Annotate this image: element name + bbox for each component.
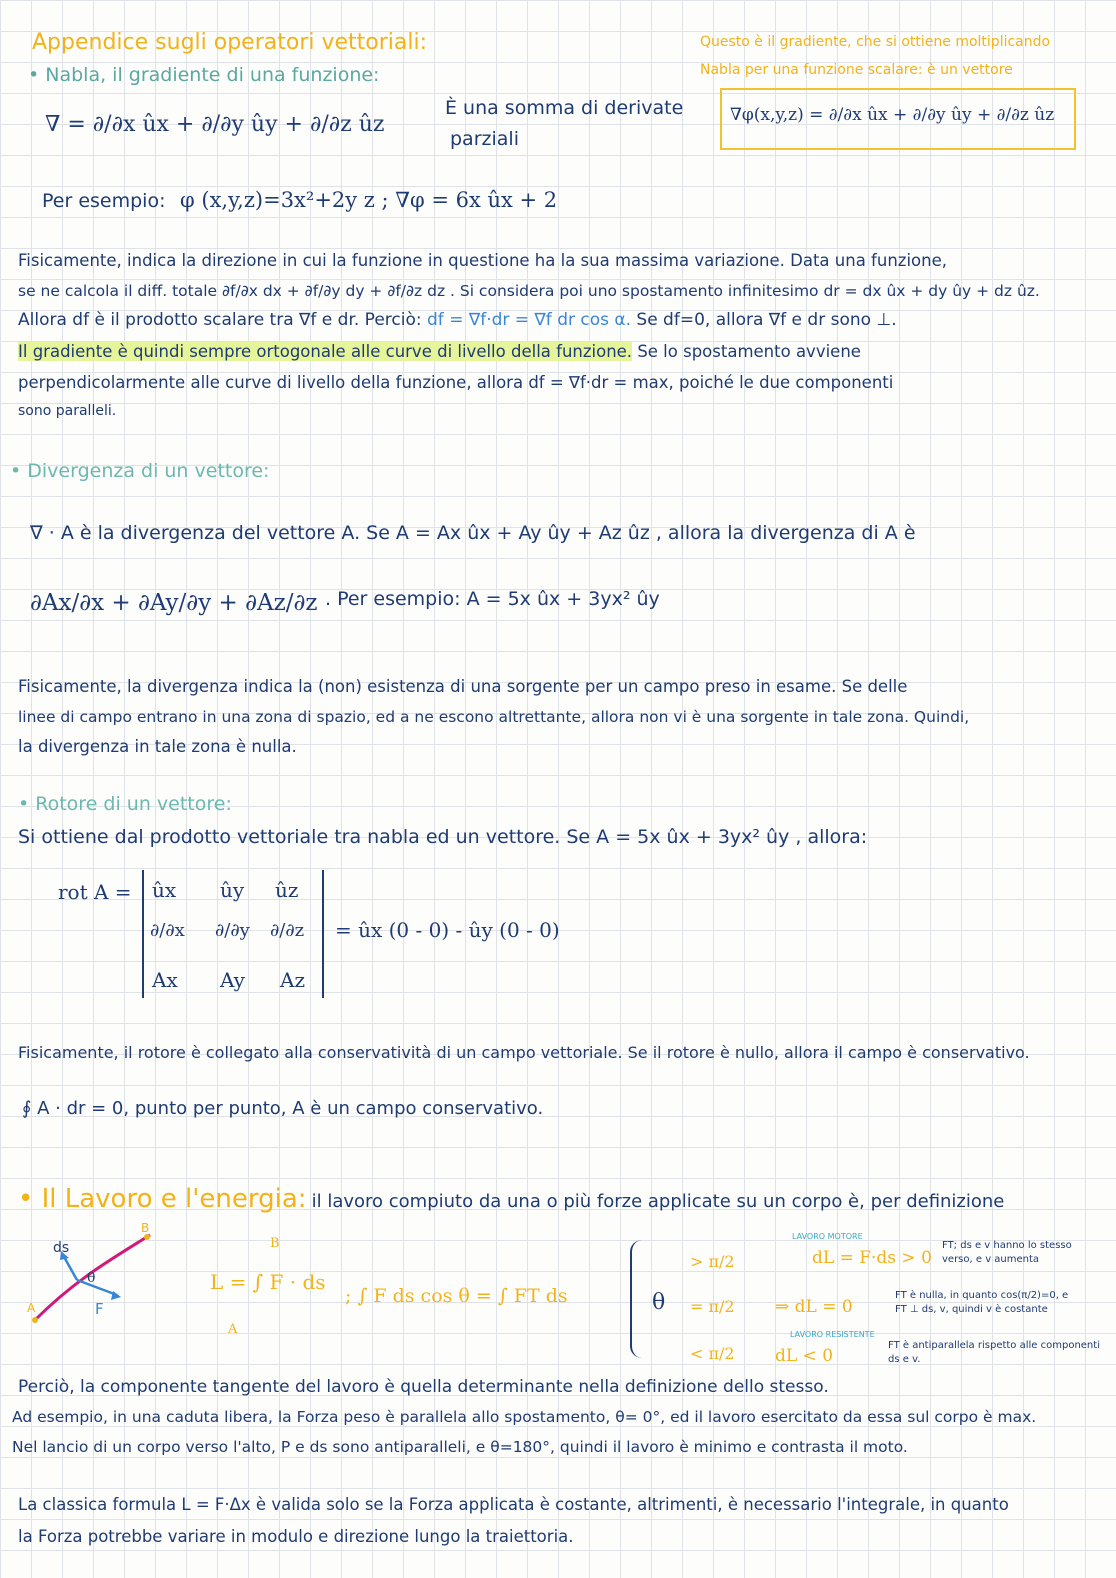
divergence-formula: ∂Ax/∂x + ∂Ay/∂y + ∂Az/∂z — [30, 590, 318, 616]
case-3-note-line1: FT è antiparallela rispetto alle componenti — [888, 1340, 1100, 1351]
nabla-definition: ∇ = ∂/∂x ûx + ∂/∂y ûy + ∂/∂z ûz — [45, 112, 385, 137]
dl-case-2: ⇒ dL = 0 — [775, 1297, 853, 1317]
case-1-note-line2: verso, e v aumenta — [942, 1254, 1040, 1265]
gradient-paragraph-3: Allora df è il prodotto scalare tra ∇f e dr. Perciò: df = ∇f·dr = ∇f dr cos α. Se df=0, allora ∇f e dr sono ⊥. — [18, 310, 897, 330]
gradient-paragraph-4: Il gradiente è quindi sempre ortogonale alle curve di livello della funzione. Se lo spostamento avviene — [18, 342, 861, 361]
work-paragraph-2: Ad esempio, in una caduta libera, la Forza peso è parallela allo spostamento, θ= 0°, ed il lavoro esercitato da essa sul corpo è max. — [12, 1408, 1037, 1426]
dl-case-3: dL < 0 — [775, 1346, 834, 1366]
work-heading-rest: il lavoro compiuto da una o più forze applicate su un corpo è, per definizione — [311, 1191, 1005, 1212]
divergence-paragraph-1: Fisicamente, la divergenza indica la (non) esistenza di una sorgente per un campo preso in esame. Se delle — [18, 677, 908, 696]
curl-paragraph-2: ∮ A · dr = 0, punto per punto, A è un campo conservativo. — [22, 1098, 544, 1119]
point-a-label: A — [27, 1301, 36, 1315]
cases-theta: θ — [652, 1290, 666, 1315]
case-2-note-line2: FT ⊥ ds, v, quindi v è costante — [895, 1304, 1048, 1315]
curl-result: = ûx (0 - 0) - ûy (0 - 0) — [335, 918, 560, 942]
cases-brace — [630, 1240, 646, 1358]
rot-label: rot A = — [58, 880, 132, 904]
dl-case-1: dL = F·ds > 0 — [812, 1248, 932, 1268]
divergence-example: . Per esempio: A = 5x ûx + 3yx² ûy — [325, 588, 660, 610]
matrix-row-2-col-2: ∂/∂y — [215, 920, 250, 941]
matrix-row-1-col-2: ûy — [220, 878, 245, 902]
work-paragraph-5: la Forza potrebbe variare in modulo e direzione lungo la traiettoria. — [18, 1527, 574, 1546]
case-3-note-line2: ds e v. — [888, 1354, 921, 1365]
work-paragraph-1: Perciò, la componente tangente del lavoro è quella determinante nella definizione dello stesso. — [18, 1377, 829, 1397]
theta-label: θ — [87, 1270, 96, 1286]
gradient-paragraph-1: Fisicamente, indica la direzione in cui la funzione in questione ha la sua massima variazione. Data una funzione, — [18, 251, 947, 270]
gradient-desc-line1: È una somma di derivate — [445, 97, 684, 119]
integral-lower-limit: A — [228, 1322, 238, 1337]
ds-label: ds — [53, 1240, 70, 1256]
matrix-row-3-col-1: Ax — [152, 968, 178, 992]
point-a — [32, 1317, 38, 1323]
matrix-row-2-col-3: ∂/∂z — [270, 920, 305, 941]
work-heading-line — [18, 1184, 1004, 1214]
work-paragraph-3: Nel lancio di un corpo verso l'alto, P e ds sono antiparalleli, e θ=180°, quindi il lavoro è minimo e contrasta il moto. — [12, 1438, 908, 1456]
work-integral-2: ; ∫ F ds cos θ = ∫ FT ds — [345, 1285, 568, 1307]
work-diagram — [25, 1220, 165, 1340]
curl-line-1: Si ottiene dal prodotto vettoriale tra nabla ed un vettore. Se A = 5x ûx + 3yx² ûy , allora: — [18, 826, 868, 848]
gradient-paragraph-6: sono paralleli. — [18, 403, 117, 419]
case-3: < π/2 — [690, 1344, 735, 1363]
force-arrow — [77, 1280, 117, 1295]
matrix-row-1-col-1: ûx — [152, 878, 177, 902]
example-label: Per esempio: — [42, 190, 166, 212]
gradient-paragraph-5: perpendicolarmente alle curve di livello della funzione, allora df = ∇f·dr = max, poiché le due componenti — [18, 373, 894, 392]
curl-paragraph-1: Fisicamente, il rotore è collegato alla conservatività di un campo vettoriale. Se il rotore è nullo, allora il campo è conservativo. — [18, 1043, 1030, 1062]
force-label: F — [95, 1300, 104, 1318]
section-title: Appendice sugli operatori vettoriali: — [32, 30, 428, 55]
example-formula: φ (x,y,z)=3x²+2y z ; ∇φ = 6x ûx + 2 — [180, 188, 558, 212]
highlighted-statement: Il gradiente è quindi sempre ortogonale alle curve di livello della funzione. — [18, 342, 633, 361]
matrix-row-3-col-3: Az — [280, 968, 305, 992]
nabla-heading: • Nabla, il gradiente di una funzione: — [28, 64, 380, 86]
gradient-desc-line2: parziali — [450, 128, 519, 150]
divergence-paragraph-2: linee di campo entrano in una zona di spazio, ed a ne escono altrettante, allora non vi è una sorgente in tale zona. Quindi, — [18, 708, 970, 726]
point-b-label: B — [141, 1221, 150, 1235]
lavoro-resistente-label: LAVORO RESISTENTE — [790, 1330, 875, 1339]
matrix-right-bar — [322, 870, 324, 998]
matrix-row-3-col-2: Ay — [220, 968, 245, 992]
curl-heading: • Rotore di un vettore: — [18, 793, 232, 815]
lavoro-motore-label: LAVORO MOTORE — [792, 1232, 863, 1241]
gradient-note-line1: Questo è il gradiente, che si ottiene moltiplicando — [700, 34, 1051, 50]
matrix-row-1-col-3: ûz — [275, 878, 299, 902]
matrix-left-bar — [142, 870, 144, 998]
gradient-note-line2: Nabla per una funzione scalare: è un vettore — [700, 62, 1013, 78]
work-paragraph-4: La classica formula L = F·Δx è valida solo se la Forza applicata è costante, altrimenti, è necessario l'integrale, in quanto — [18, 1495, 1009, 1514]
case-1: > π/2 — [690, 1252, 735, 1271]
case-2-note-line1: FT è nulla, in quanto cos(π/2)=0, e — [895, 1290, 1069, 1301]
work-integral-1: L = ∫ F · ds — [210, 1270, 326, 1294]
divergence-line-1: ∇ · A è la divergenza del vettore A. Se A = Ax ûx + Ay ûy + Az ûz , allora la divergenza di A è — [30, 522, 916, 544]
work-heading: • Il Lavoro e l'energia: — [18, 1184, 307, 1214]
case-2: = π/2 — [690, 1297, 735, 1316]
divergence-paragraph-3: la divergenza in tale zona è nulla. — [18, 737, 297, 756]
divergence-heading: • Divergenza di un vettore: — [10, 460, 270, 482]
gradient-paragraph-2: se ne calcola il diff. totale ∂f/∂x dx + ∂f/∂y dy + ∂f/∂z dz . Si considera poi uno spostamento infinitesimo dr = dx ûx + dy ûy + dz ûz. — [18, 282, 1040, 300]
matrix-row-2-col-1: ∂/∂x — [150, 920, 185, 941]
integral-upper-limit: B — [270, 1236, 280, 1251]
case-1-note-line1: FT; ds e v hanno lo stesso — [942, 1240, 1072, 1251]
gradient-boxed-formula: ∇φ(x,y,z) = ∂/∂x ûx + ∂/∂y ûy + ∂/∂z ûz — [730, 105, 1055, 125]
